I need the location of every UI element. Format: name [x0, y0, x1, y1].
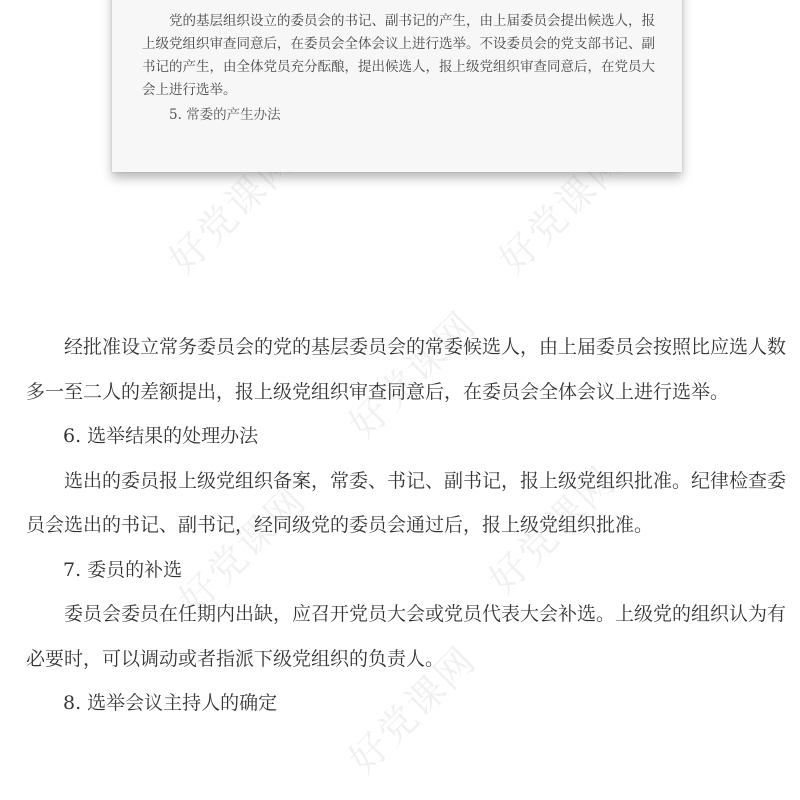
document-page-content	[142, 10, 662, 127]
heading-6: 6. 选举结果的处理办法	[63, 425, 259, 447]
document-page-card	[112, 0, 682, 172]
heading-8: 8. 选举会议主持人的确定	[63, 692, 278, 714]
card-paragraph: 党的基层组织设立的委员会的书记、副书记的产生，由上届委员会提出候选人，报上级党组织审查同意后，在委员会全体会议上进行选举。不设委员会的党支部书记、副书记的产生，由全体党员充分酝酿，提出候选人，报上级党组织审查同意后，在党员大会上进行选举。	[142, 13, 655, 98]
watermark: 好党课网	[340, 637, 485, 783]
article-body	[26, 325, 786, 726]
watermark: 好党课网	[340, 302, 485, 448]
watermark: 好党课网	[490, 137, 635, 283]
card-heading-5: 5. 常委的产生办法	[169, 107, 281, 123]
watermark: 好党课网	[170, 477, 315, 623]
watermark: 好党课网	[480, 457, 625, 603]
heading-7: 7. 委员的补选	[63, 558, 183, 581]
paragraph-5-body: 经批准设立常务委员会的党的基层委员会的常委候选人，由上届委员会按照比应选人数多一至二人的差额提出，报上级党组织审查同意后，在委员会全体会议上进行选举。	[26, 336, 787, 403]
paragraph-7-body: 委员会委员在任期内出缺，应召开党员大会或党员代表大会补选。上级党的组织认为有必要时，可以调动或者指派下级党组织的负责人。	[26, 603, 787, 670]
paragraph-6-body: 选出的委员报上级党组织备案，常委、书记、副书记，报上级党组织批准。纪律检查委员会选出的书记、副书记，经同级党的委员会通过后，报上级党组织批准。	[26, 469, 787, 536]
watermark: 好党课网	[160, 137, 305, 283]
